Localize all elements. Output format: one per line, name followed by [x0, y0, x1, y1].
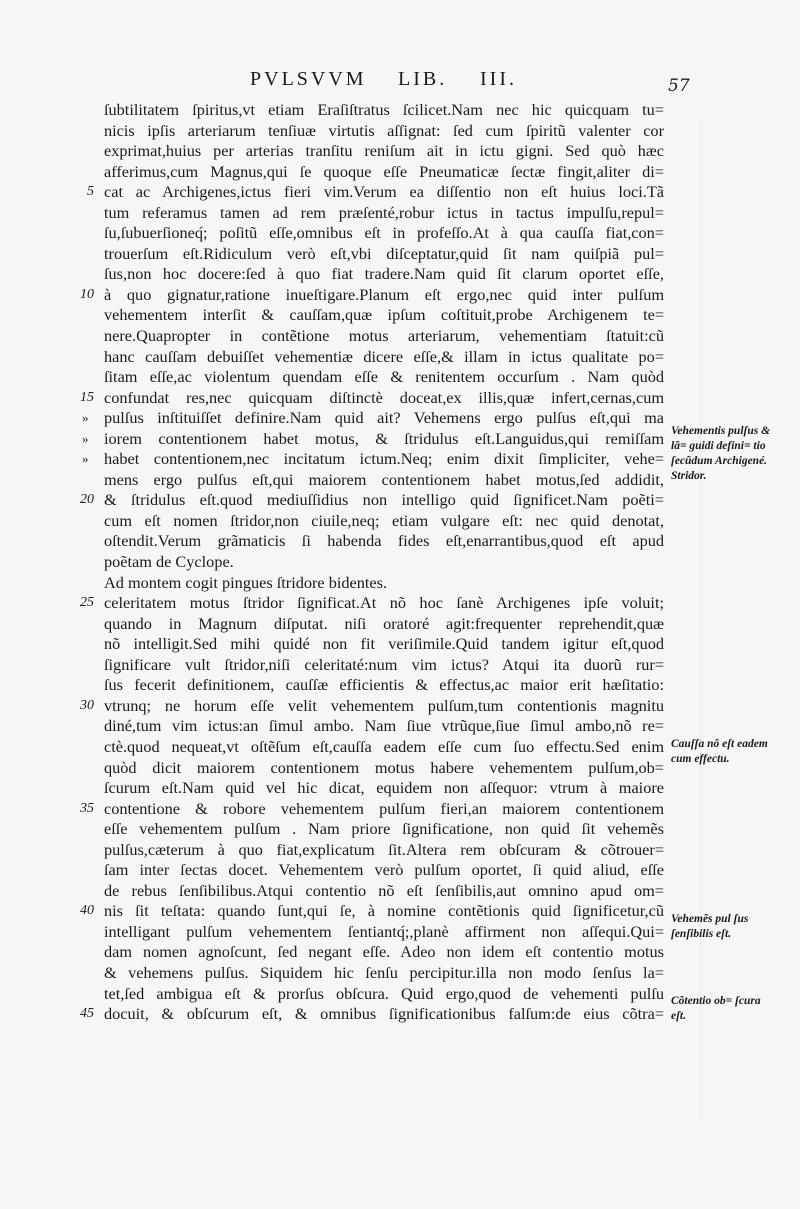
text-line [104, 778, 664, 799]
text-line [80, 284, 664, 306]
quotation-mark: » [82, 410, 89, 426]
text-line [104, 244, 664, 265]
line-text: cat ac Archigenes,ictus fieri vim.Verum ea diſſentio non eſt huius loci.Tã [104, 182, 664, 202]
text-line [104, 922, 664, 943]
text-line [104, 367, 664, 388]
line-text: nis ſit teſtata: quando ſunt,qui ſe, à nomine contẽtionis quid ſignificetur,cũ [104, 901, 664, 921]
line-number: 25 [80, 595, 94, 611]
text-line [82, 449, 664, 470]
line-text: ſu,ſubuerſioneq́; poſitũ eſſe,omnibus eſt in profeſſo.At à qua cauſſa fiat,con= [104, 223, 664, 243]
text-line [104, 840, 664, 861]
text-line [104, 984, 664, 1005]
text-line [104, 675, 664, 696]
line-text: intelligant pulſum vehementem ſentiantq́;,planè affirment non aſſequi.Qui= [104, 921, 664, 941]
line-text: diné,tum vim ictus:an ſimul ambo. Nam ſiue vtrũque,ſiue ſimul ambo,nõ re= [104, 716, 664, 736]
line-number: 20 [80, 492, 94, 508]
text-line [80, 387, 664, 409]
line-text: confundat res,nec quicquam diſtinctè doceat,ex illis,quæ infert,cernas,cum [104, 387, 664, 407]
line-text: ſam inter ſectas docet. Vehementem verò pulſum oportet, ſi quid aliud, eſſe [104, 860, 664, 880]
line-text: Ad montem cogit pingues ſtridore bidentes. [104, 572, 388, 592]
text-line [104, 655, 664, 676]
text-line [104, 819, 664, 840]
line-text: iorem contentionem habet motus, & ſtridulus eſt.Languidus,qui remiſſam [104, 428, 664, 448]
line-text: ſubtilitatem ſpiritus,vt etiam Eraſiſtratus ſcilicet.Nam nec hic quicquam tu= [104, 100, 664, 119]
text-line [104, 716, 664, 737]
folio-number: 57 [668, 76, 690, 96]
text-line [104, 511, 664, 532]
text-line [104, 942, 664, 963]
text-line [104, 141, 664, 162]
line-text: vehementem interſit & cauſſam,quæ ipſum coſtituit,probe Archigenem te= [104, 305, 664, 325]
line-text: tet,ſed ambigua eſt & prorſus obſcura. Quid ergo,quod de vehementi pulſu [104, 983, 664, 1003]
line-number: 35 [80, 800, 94, 816]
running-head-title: PVLSVVM [250, 68, 367, 90]
line-text: ſignificare vult ſtridor,niſi celeritaté:num vim ictus? Atqui ita duorũ rur= [104, 654, 664, 674]
line-text: habet contentionem,nec incitatum ictum.Neq; enim dixit ſimpliciter, vehe= [104, 449, 664, 469]
running-head-number: III. [480, 68, 517, 90]
text-line [104, 881, 664, 902]
text-line [80, 901, 664, 922]
line-text: mens ergo pulſus eſt,qui maiorem contentionem habet motus,ſed addidit, [104, 469, 664, 489]
line-text: ſus,non hoc docere:ſed à quo fiat tradere.Nam quid ſit clarum oportet eſſe, [104, 264, 664, 284]
line-text: nõ intelligit.Sed mihi quidé non fit veriſimile.Quid tandem igitur eſt,quod [104, 634, 664, 654]
line-text: quando in Magnum diſputat. niſi oratoré agit:frequenter reprehendit,quæ [104, 613, 664, 633]
text-line [104, 737, 664, 758]
text-line [82, 428, 664, 450]
text-line [104, 860, 664, 881]
line-text: & vehemens pulſus. Siquidem hic ſenſu percipitur.illa non modo ſenſus la= [104, 962, 664, 982]
text-line [104, 347, 664, 368]
line-text: exprimat,huius per arterias tranſitu reniſum ait in ictu gigni. Sed quò hæc [104, 141, 664, 161]
line-number: 5 [87, 184, 94, 200]
running-head [250, 68, 580, 98]
line-text: afferimus,cum Magnus,qui ſe quoque eſſe Pneumaticæ ſectæ fingit,aliter di= [104, 161, 664, 181]
line-text: poẽtam de Cyclope. [104, 552, 234, 572]
text-line [104, 121, 664, 142]
line-text: ctè.quod nequeat,vt oſtẽſum eſt,cauſſa eadem eſſe cum ſuo effectu.Sed enim [104, 736, 664, 756]
line-text: & ſtridulus eſt.quod mediuſſidius non intelligo quid ſignificet.Nam poẽti= [104, 490, 664, 510]
line-text: oſtendit.Verum grãmaticis ſi habenda fides eſt,enarrantibus,quod eſt apud [104, 531, 664, 551]
line-number: 30 [80, 697, 94, 713]
line-text: nicis ipſis arteriarum tenſiuæ virtutis aſſignat: ſed cum ſpiritũ valenter cor [104, 120, 664, 140]
line-text: ſus fecerit definitionem, cauſſæ efficientis & effectus,ac maior erit hæſitatio: [104, 675, 664, 695]
text-line [104, 634, 664, 655]
text-line [104, 326, 664, 347]
line-text: eſſe vehementem pulſum . Nam priore ſignificatione, non quid ſit vehemẽs [104, 819, 664, 839]
line-text: hanc cauſſam debuiſſet vehementiæ dicere eſſe,& illam in ictus qualitate po= [104, 346, 664, 366]
line-text: ſitam eſſe,ac violentum quendam eſſe & renitentem occurſum . Nam quòd [104, 367, 664, 387]
line-text: dam nomen agnoſcunt, ſed negant eſſe. Adeo non idem eſt contentio motus [104, 942, 664, 962]
text-line [104, 614, 664, 635]
line-text: vtrunq; ne horum eſſe velit vehementem pulſum,tum contentionis magnitu [104, 695, 664, 715]
text-line [104, 552, 664, 573]
text-line [104, 223, 664, 244]
text-line [104, 264, 664, 285]
text-line [104, 470, 664, 491]
text-line [80, 593, 664, 614]
body-text [80, 100, 664, 1025]
line-number: 10 [80, 286, 94, 302]
text-line [104, 758, 664, 779]
text-line [80, 1004, 664, 1025]
text-line [80, 695, 664, 717]
line-number: 40 [80, 903, 94, 919]
text-line [87, 182, 664, 203]
margin-note-contentio: Cõtentio ob= ſcura eſt. [671, 995, 761, 1022]
text-line [80, 798, 664, 820]
line-text: contentione & robore vehementem pulſum fieri,an maiorem contentionem [104, 798, 664, 818]
line-number: 45 [80, 1006, 94, 1022]
line-text: à quo gignatur,ratione inueſtigare.Planum eſt ergo,nec quid inter pulſum [104, 284, 664, 304]
line-text: pulſus,cæterum à quo fiat,explicatum ſit.Altera rem obſcuram & cõtrouer= [104, 839, 664, 859]
running-head-book: LIB. [398, 68, 448, 90]
text-line [104, 573, 664, 594]
text-line [104, 100, 664, 121]
line-text: docuit, & obſcurum eſt, & omnibus ſignificationibus falſum:de eius cõtra= [104, 1004, 664, 1024]
line-text: de rebus ſenſibilibus.Atqui contentio nõ eſt ſenſibilis,aut omnino apud om= [104, 880, 664, 900]
text-line [80, 490, 664, 511]
line-text: celeritatem motus ſtridor ſignificat.At nõ hoc ſanè Archigenes ipſe voluit; [104, 593, 664, 613]
margin-note-vehemens: Vehemẽs pul ſus ſenſibilis eſt. [671, 913, 749, 940]
text-line [104, 162, 664, 183]
line-text: pulſus inſtituiſſet definire.Nam quid ait? Vehemens ergo pulſus eſt,qui ma [104, 408, 664, 428]
page-crease [700, 120, 701, 1120]
text-line [104, 305, 664, 326]
line-text: tum referamus tamen ad rem præſenté,robur ictus in tactus impulſu,repul= [104, 202, 664, 222]
line-number: 15 [80, 389, 94, 405]
line-text: ſcurum eſt.Nam quid vel hic dicat, equidem non aſſequor: vtrum à maiore [104, 778, 664, 798]
text-line [82, 408, 664, 429]
margin-note-vehementis: Vehementis pulſus & lã= guidi defini= tio ſecũdum Archigené. Stridor. [671, 425, 771, 482]
line-text: cum eſt nomen ſtridor,non ciuile,neq; etiam vulgare eſt: nec quid denotat, [104, 510, 664, 530]
text-line [104, 203, 664, 224]
line-text: quòd dicit maiorem contentionem motus habere vehementem pulſum,ob= [104, 757, 664, 777]
text-line [104, 531, 664, 552]
text-line [104, 963, 664, 984]
line-text: nere.Quapropter in contẽtione motus arteriarum, vehementiam ſtatuit:cũ [104, 326, 664, 346]
quotation-mark: » [82, 430, 89, 446]
line-text: trouerſum eſt.Ridiculum verò eſt,vbi diſceptatur,quid ſit nam quiſpiã pul= [104, 243, 664, 263]
quotation-mark: » [82, 451, 89, 467]
margin-note-caussa: Cauſſa nõ eſt eadem cum effectu. [671, 738, 768, 765]
